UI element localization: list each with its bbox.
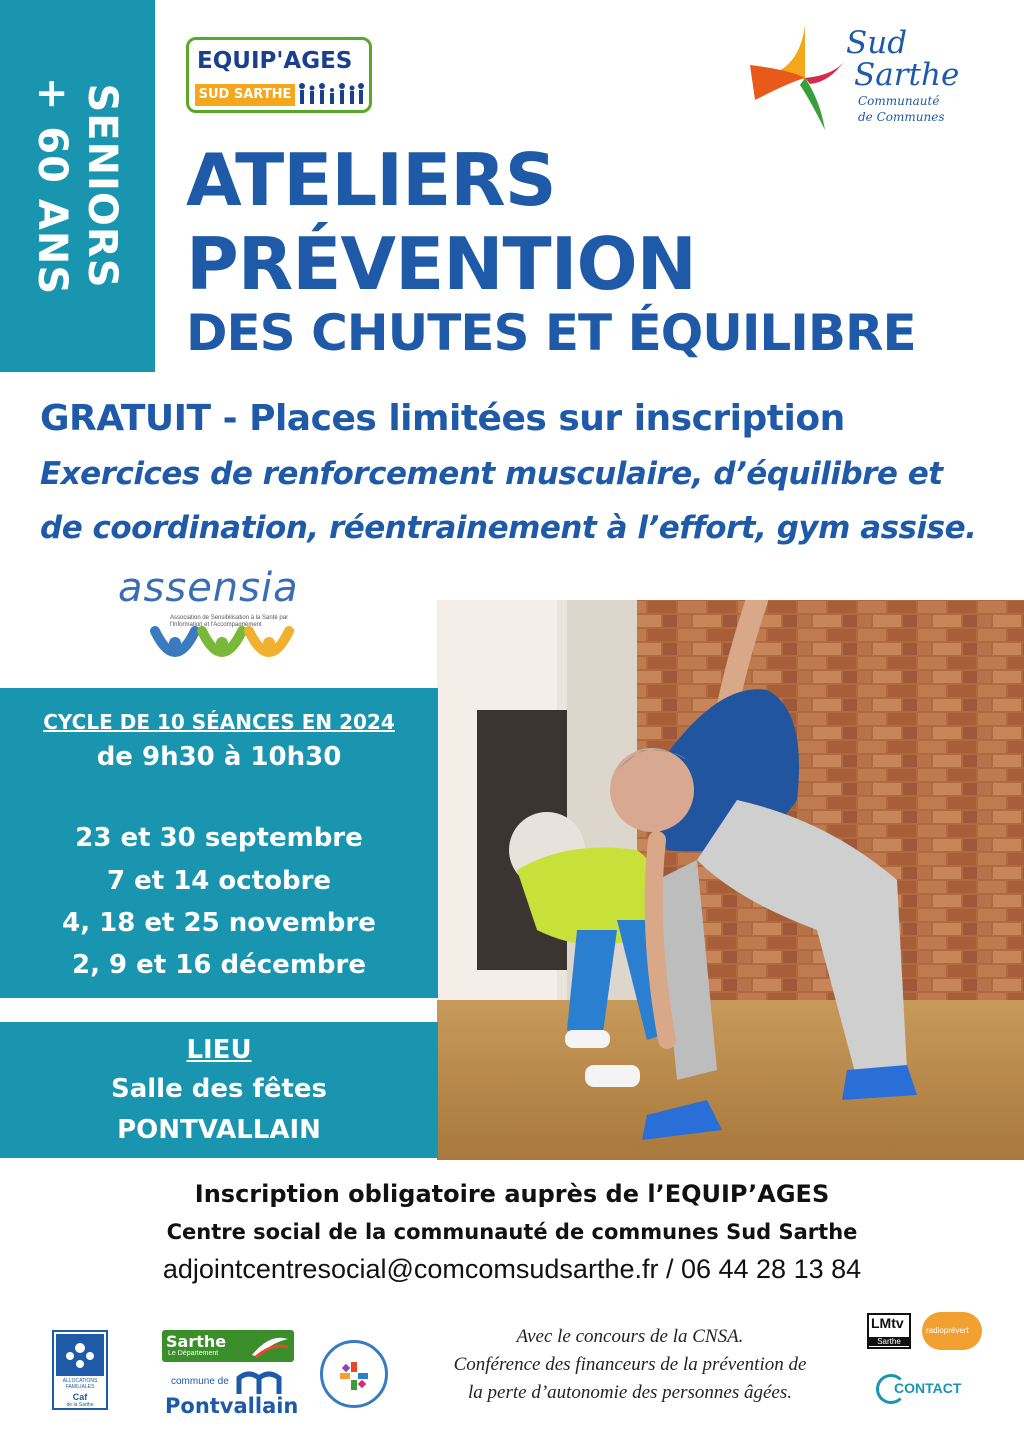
registration-notice: Inscription obligatoire auprès de l’EQUIP’AGES — [194, 1180, 830, 1208]
contact-fm-logo — [876, 1374, 966, 1410]
date-line: 7 et 14 octobre — [106, 866, 332, 896]
title-ateliers: ATELIERS — [186, 138, 556, 222]
sud-sarthe-title2: Sarthe — [854, 57, 960, 93]
date-line: 2, 9 et 16 décembre — [72, 950, 366, 980]
caf-label: ALLOCATIONS FAMILIALES — [62, 1378, 98, 1390]
registration-organization: Centre social de la communauté de communes Sud Sarthe — [166, 1220, 858, 1244]
assensia-tagline: Association de Sensibilisation à la Santé par l'Information et l'Accompagnement — [170, 615, 289, 628]
equipages-logo — [186, 37, 372, 113]
assensia-wordmark: assensia — [118, 565, 299, 611]
conference-emblem-icon — [323, 1343, 385, 1405]
side-banner-text — [0, 0, 155, 372]
equipages-logo-sub: SUD SARTHE — [195, 84, 295, 106]
cnsa-line3: la perte d’autonomie des personnes âgées. — [468, 1382, 792, 1403]
free-notice: GRATUIT - Places limitées sur inscription — [40, 398, 845, 439]
title-subject: DES CHUTES ET ÉQUILIBRE — [186, 304, 916, 362]
sud-sarthe-title: Sud — [846, 25, 908, 61]
location-venue: Salle des fêtes — [110, 1074, 328, 1104]
title-prevention: PRÉVENTION — [186, 222, 696, 306]
pontvallain-logo-name: Pontvallain — [165, 1394, 299, 1418]
seniors-exercise-photo — [437, 600, 1024, 1160]
cycle-hours: de 9h30 à 10h30 — [96, 742, 342, 772]
pontvallain-logo-small: commune de — [171, 1376, 229, 1387]
caf-logo — [52, 1330, 108, 1410]
people-arms-icon — [150, 623, 300, 673]
cycle-title: CYCLE DE 10 SÉANCES EN 2024 — [43, 710, 395, 734]
sarthe-logo-sub: Le Département — [168, 1350, 219, 1357]
sarthe-logo-title: Sarthe — [166, 1332, 227, 1351]
sud-sarthe-sub1: Communauté — [858, 94, 940, 108]
date-line: 4, 18 et 25 novembre — [62, 908, 376, 938]
location-town: PONTVALLAIN — [117, 1115, 321, 1145]
lmtv-logo — [867, 1313, 911, 1349]
sud-sarthe-logo — [750, 20, 980, 135]
star-swoosh-icon — [750, 20, 850, 135]
equipages-logo-title: EQUIP'AGES — [197, 48, 353, 74]
registration-contact: adjointcentresocial@comcomsudsarthe.fr / 06 44 28 13 84 — [162, 1254, 862, 1284]
caf-emblem-icon — [56, 1334, 104, 1376]
family-icon — [297, 82, 365, 111]
description-line2: de coordination, réentrainement à l’effort, gym assise. — [40, 510, 977, 546]
age-label: + 60 ANS — [29, 76, 76, 296]
pontvallain-logo — [165, 1370, 299, 1420]
cnsa-line1: Avec le concours de la CNSA. — [516, 1326, 744, 1347]
seniors-label: SENIORS — [79, 83, 126, 289]
assensia-logo — [110, 565, 330, 675]
radio-prevert-label: radioprévert — [926, 1326, 969, 1335]
radio-prevert-logo — [922, 1312, 982, 1350]
sarthe-72-icon — [250, 1333, 290, 1359]
lmtv-logo-sub: Sarthe — [869, 1337, 909, 1346]
caf-region: de la Sarthe — [66, 1402, 94, 1408]
location-title: LIEU — [186, 1035, 252, 1065]
date-line: 23 et 30 septembre — [75, 823, 363, 853]
bridge-m-icon — [235, 1370, 285, 1396]
description-line1: Exercices de renforcement musculaire, d’équilibre et — [40, 456, 943, 492]
sarthe-departement-logo — [162, 1330, 294, 1362]
sud-sarthe-sub2: de Communes — [858, 110, 945, 124]
cnsa-line2: Conférence des financeurs de la prévention de — [453, 1354, 807, 1375]
conference-financeurs-logo — [320, 1340, 388, 1408]
contact-logo-title: CONTACT — [894, 1380, 962, 1396]
caf-name: Caf — [72, 1392, 88, 1402]
lmtv-logo-title: LMtv — [871, 1315, 904, 1331]
